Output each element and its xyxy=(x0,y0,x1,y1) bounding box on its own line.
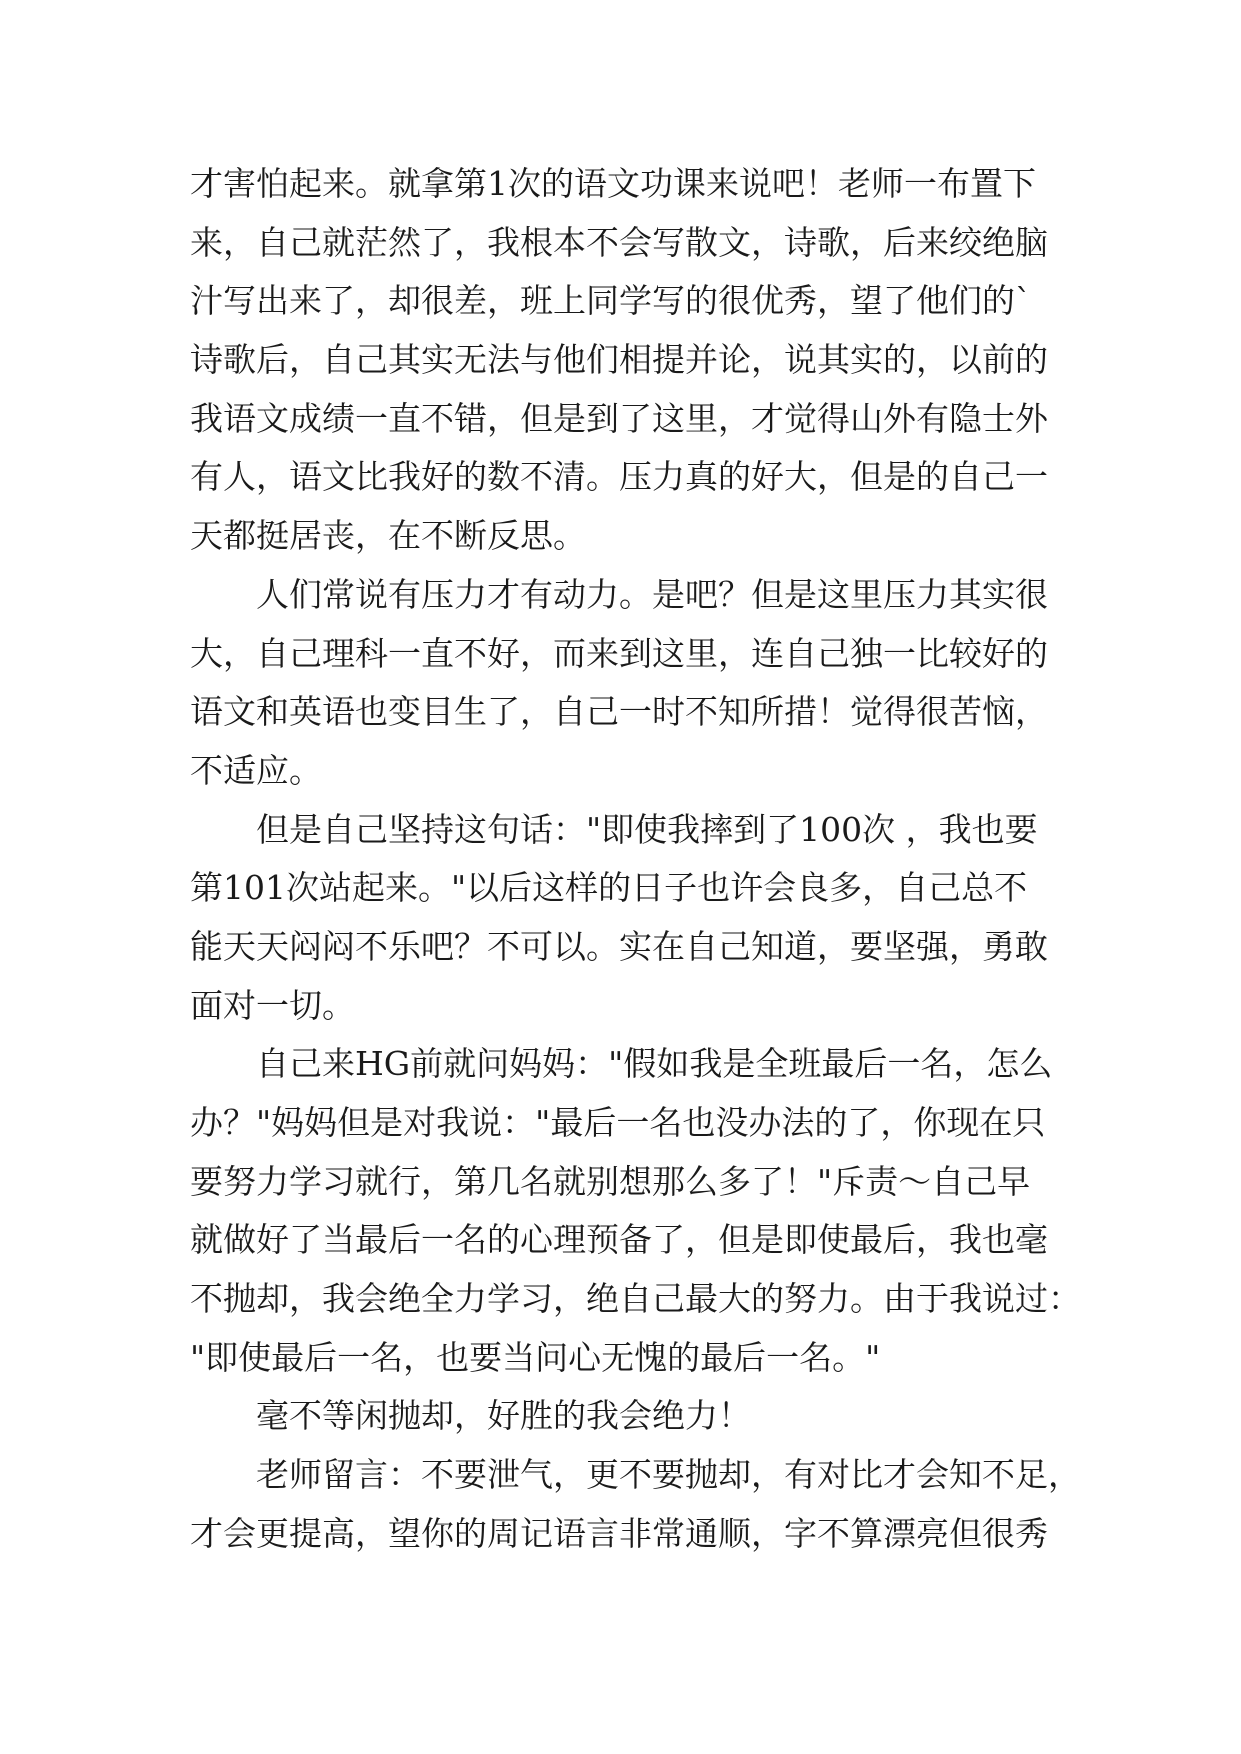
text-line-10: 语文和英语也变目生了，自己一时不知所措！觉得很苦恼， xyxy=(190,692,1048,732)
document-body xyxy=(190,155,1081,1564)
text-line-14: 能天天闷闷不乐吧？不可以。实在自己知道，要坚强，勇敢 xyxy=(190,926,1048,966)
text-line-22: 毫不等闲抛却，好胜的我会绝力！ xyxy=(256,1396,751,1436)
text-line-6: 有人，语文比我好的数不清。压力真的好大，但是的自己一 xyxy=(190,457,1048,497)
text-line-17: 办？"妈妈但是对我说："最后一名也没办法的了，你现在只 xyxy=(190,1103,1046,1142)
text-line-21: "即使最后一名，也要当问心无愧的最后一名。" xyxy=(190,1337,881,1377)
text-line-23: 老师留言：不要泄气，更不要抛却，有对比才会知不足， xyxy=(256,1455,1081,1495)
text-line-13: 第101次站起来。"以后这样的日子也许会良多，自己总不 xyxy=(190,868,1028,908)
text-line-16: 自己来HG前就问妈妈："假如我是全班最后一名，怎么 xyxy=(256,1044,1053,1084)
text-line-8: 人们常说有压力才有动力。是吧？但是这里压力其实很 xyxy=(256,574,1048,614)
text-line-4: 诗歌后，自己其实无法与他们相提并论，说其实的，以前的 xyxy=(190,340,1048,380)
text-line-7: 天都挺居丧，在不断反思。 xyxy=(190,516,586,556)
text-line-19: 就做好了当最后一名的心理预备了，但是即使最后，我也毫 xyxy=(190,1220,1048,1260)
text-line-11: 不适应。 xyxy=(190,750,322,790)
text-line-15: 面对一切。 xyxy=(190,985,355,1025)
text-line-9: 大，自己理科一直不好，而来到这里，连自己独一比较好的 xyxy=(190,633,1048,673)
text-line-18: 要努力学习就行，第几名就别想那么多了！"斥责～自己早 xyxy=(190,1161,1031,1201)
text-line-24: 才会更提高，望你的周记语言非常通顺，字不算漂亮但很秀 xyxy=(190,1513,1048,1553)
text-line-20: 不抛却，我会绝全力学习，绝自己最大的努力。由于我说过： xyxy=(190,1279,1081,1319)
text-line-2: 来，自己就茫然了，我根本不会写散文，诗歌，后来绞绝脑 xyxy=(190,222,1048,262)
text-line-5: 我语文成绩一直不错，但是到了这里，才觉得山外有隐士外 xyxy=(190,398,1048,438)
text-line-1: 才害怕起来。就拿第1次的语文功课来说吧！老师一布置下 xyxy=(190,164,1036,203)
text-line-12: 但是自己坚持这句话："即使我摔到了100次 ，我也要 xyxy=(256,809,1038,849)
text-line-3: 汁写出来了，却很差，班上同学写的很优秀，望了他们的` xyxy=(190,281,1032,321)
